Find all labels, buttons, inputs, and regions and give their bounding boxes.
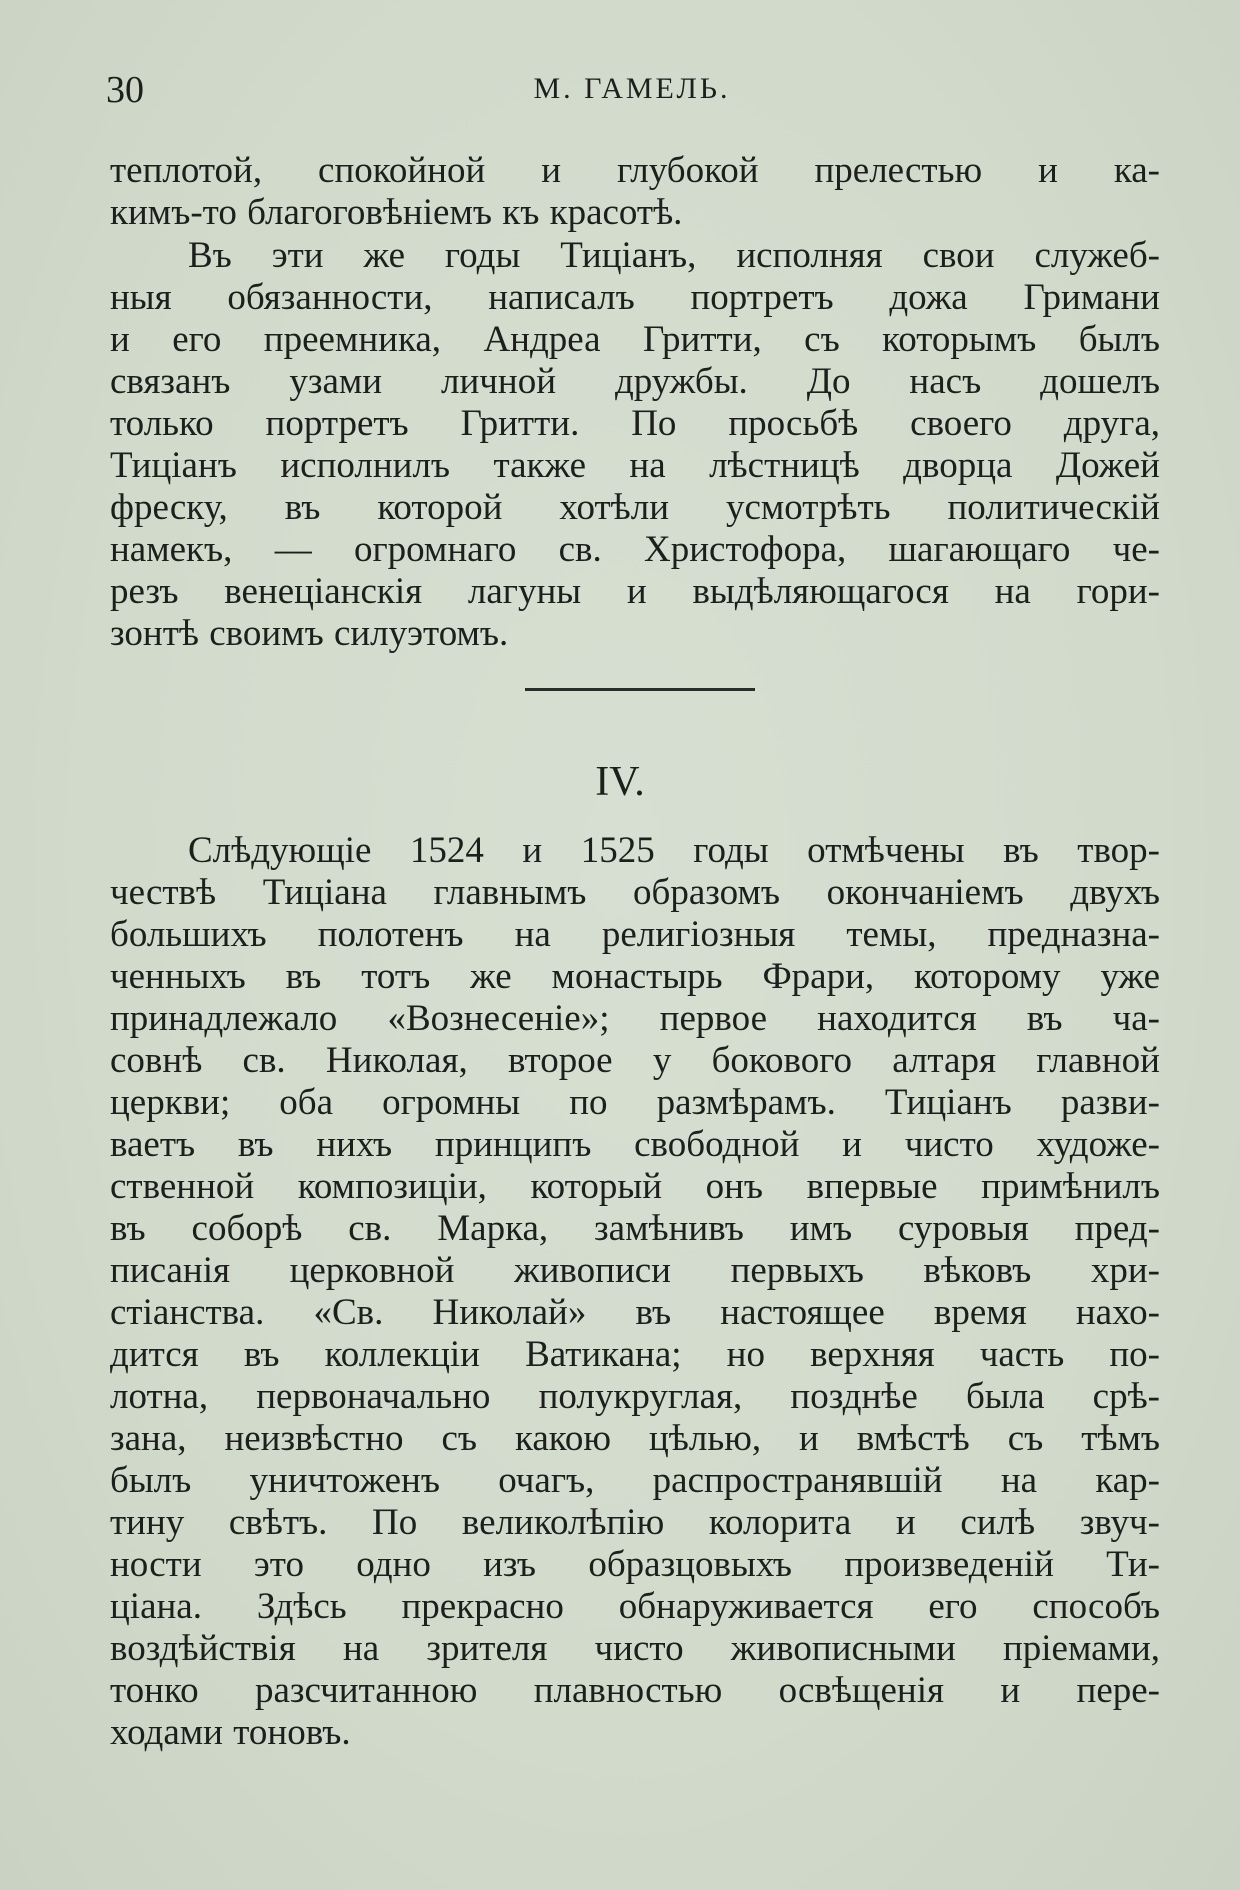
text-line: ныя обязанности, написалъ портретъ дожа Гримани [110, 277, 1160, 318]
text-line: воздѣйствія на зрителя чисто живописными пріемами, [110, 1628, 1160, 1669]
text-line: лотна, первоначально полукруглая, позднѣе была срѣ- [110, 1376, 1160, 1417]
text-line: былъ уничтоженъ очагъ, распространявшій на кар- [110, 1460, 1160, 1501]
text-line: Тиціанъ исполнилъ также на лѣстницѣ дворца Дожей [110, 445, 1160, 486]
text-line: резъ венеціанскія лагуны и выдѣляющагося на гори- [110, 571, 1160, 612]
text-line: стіанства. «Св. Николай» въ настоящее время нахо- [110, 1292, 1160, 1333]
text-line: ченныхъ въ тотъ же монастырь Фрари, которому уже [110, 956, 1160, 997]
text-line: зонтѣ своимъ силуэтомъ. [110, 613, 509, 654]
text-line: намекъ, — огромнаго св. Христофора, шагающаго че- [110, 529, 1160, 570]
text-line: церкви; оба огромны по размѣрамъ. Тиціанъ разви- [110, 1082, 1160, 1123]
text-line: дится въ коллекціи Ватикана; но верхняя часть по- [110, 1334, 1160, 1375]
text-line: фреску, въ которой хотѣли усмотрѣть политическій [110, 487, 1160, 528]
text-line: зана, неизвѣстно съ какою цѣлью, и вмѣстѣ съ тѣмъ [110, 1418, 1160, 1459]
text-line: ходами тоновъ. [110, 1712, 351, 1753]
text-line: въ соборѣ св. Марка, замѣнивъ имъ суровыя пред- [110, 1208, 1160, 1249]
running-head [106, 68, 1158, 112]
text-line: кимъ-то благоговѣніемъ къ красотѣ. [110, 192, 683, 233]
text-line: Въ эти же годы Тиціанъ, исполняя свои служеб- [188, 235, 1160, 276]
section-heading: IV. [595, 759, 645, 805]
text-line: тонко разсчитанною плавностью освѣщенія и пере- [110, 1670, 1160, 1711]
text-line: чествѣ Тиціана главнымъ образомъ окончаніемъ двухъ [110, 872, 1160, 913]
text-line: ваетъ въ нихъ принципъ свободной и чисто художе- [110, 1124, 1160, 1165]
text-line: писанія церковной живописи первыхъ вѣковъ хри- [110, 1250, 1160, 1291]
text-line: связанъ узами личной дружбы. До насъ дошелъ [110, 361, 1160, 402]
text-line: только портретъ Гритти. По просьбѣ своего друга, [110, 403, 1160, 444]
text-line: ственной композиціи, который онъ впервые примѣнилъ [110, 1166, 1160, 1207]
text-line: принадлежало «Вознесеніе»; первое находится въ ча- [110, 998, 1160, 1039]
text-line: большихъ полотенъ на религіозныя темы, предназна- [110, 914, 1160, 955]
page-number: 30 [106, 69, 144, 111]
text-line: ціана. Здѣсь прекрасно обнаруживается его способъ [110, 1586, 1160, 1627]
text-line: совнѣ св. Николая, второе у бокового алтаря главной [110, 1040, 1160, 1081]
section-divider [525, 688, 755, 691]
text-line: тину свѣтъ. По великолѣпію колорита и силѣ звуч- [110, 1502, 1160, 1543]
running-title: М. ГАМЕЛЬ. [533, 72, 731, 105]
text-line: теплотой, спокойной и глубокой прелестью и ка- [110, 150, 1160, 191]
text-line: ности это одно изъ образцовыхъ произведеній Ти- [110, 1544, 1160, 1585]
text-line: Слѣдующіе 1524 и 1525 годы отмѣчены въ твор- [188, 830, 1160, 871]
text-line: и его преемника, Андреа Гритти, съ которымъ былъ [110, 319, 1160, 360]
